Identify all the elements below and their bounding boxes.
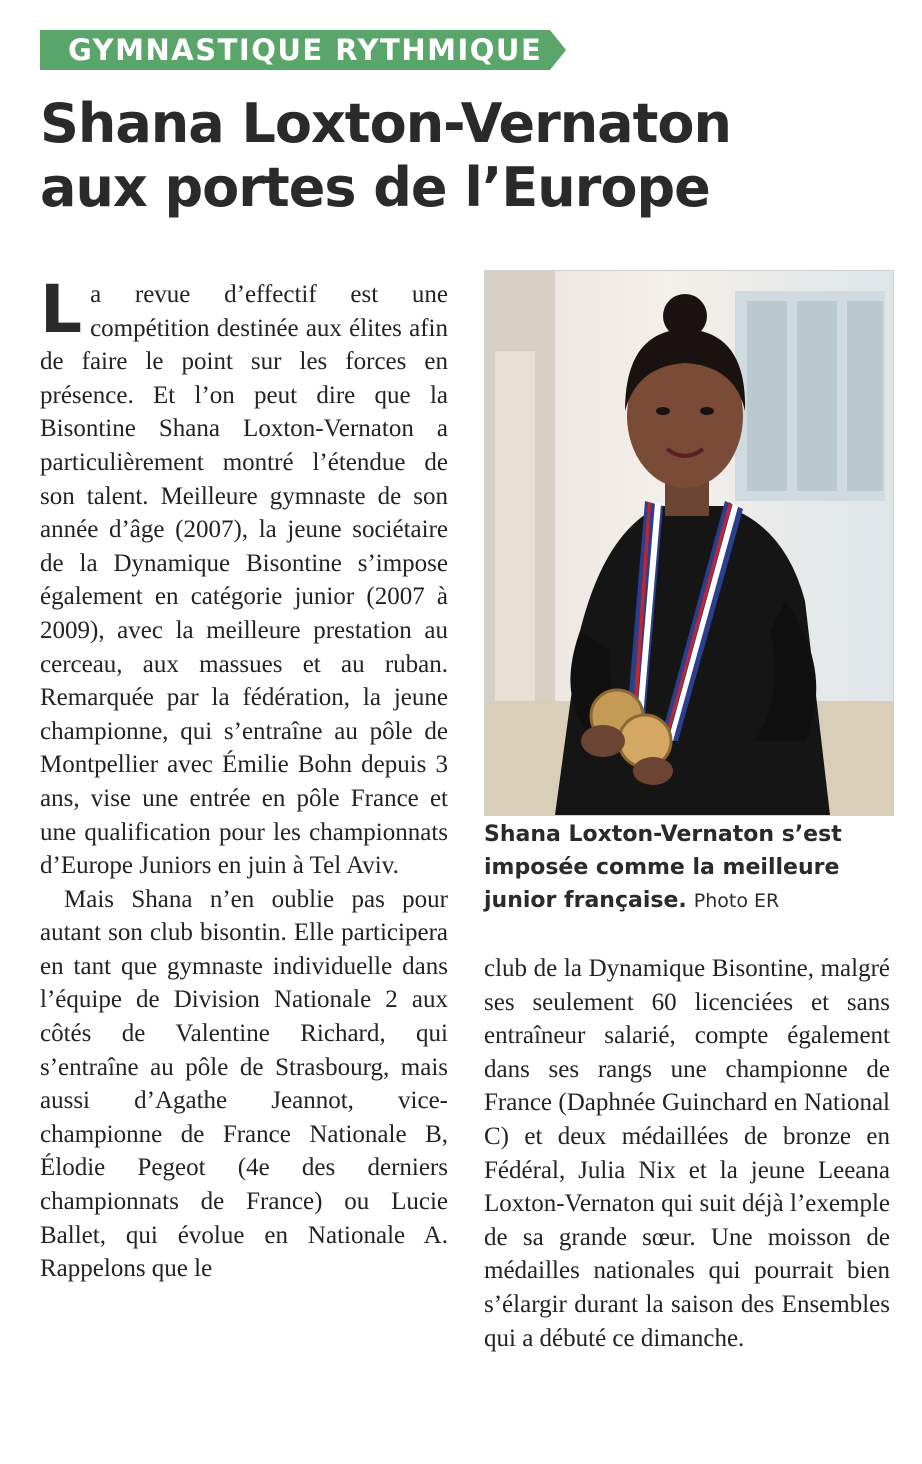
headline-line-1: Shana Loxton-Vernaton (40, 92, 731, 155)
paragraph-2: Mais Shana n’en oublie pas pour autant son club bisontin. Elle participera en tant que gymnaste individuelle dans l’équipe de Division Nationale 2 aux côtés de Valentine Richard, qui s’entraîne au pôle de Strasbourg, mais aussi d’Agathe Jeannot, vice-championne de France Nationale B, Élodie Pegeot (4e des derniers championnats de France) ou Lucie Ballet, qui évolue en Nationale A. Rappelons que le (40, 885, 448, 1283)
section-rubric: GYMNASTIQUE RYTHMIQUE (40, 30, 550, 70)
drop-cap: L (40, 271, 83, 348)
article-headline (40, 92, 860, 220)
paragraph-1 (40, 271, 448, 883)
article-column-left (40, 271, 448, 1286)
headline-line-2: aux portes de l’Europe (40, 156, 710, 219)
article-column-right (484, 952, 890, 1355)
paragraph-1-text: a revue d’effectif est une compétition destinée aux élites afin de faire le point sur les forces en présence. Et l’on peut dire que la Bisontine Shana Loxton-Vernaton a particulièrement montré l’étendue de son talent. Meilleure gymnaste de son année d’âge (2007), la jeune sociétaire de la Dynamique Bisontine s’impose également en catégorie junior (2007 à 2009), avec la meilleure prestation au cerceau, aux massues et au ruban. Remarquée par la fédération, la jeune championne, qui s’entraîne au pôle de Montpellier avec Émilie Bohn depuis 3 ans, vise une entrée en pôle France et une qualification pour les championnats d’Europe Juniors en juin à Tel Aviv. (40, 281, 448, 880)
photo-credit: Photo ER (693, 890, 780, 912)
caption-text: Shana Loxton-Vernaton s’est imposée comme la meilleure junior française. (484, 822, 842, 913)
photo-caption (484, 818, 894, 918)
article-photo (484, 270, 894, 816)
paragraph-3: club de la Dynamique Bisontine, malgré ses seulement 60 licenciées et sans entraîneur salarié, compte également dans ses rangs une championne de France (Daphnée Guinchard en National C) et deux médaillées de bronze en Fédéral, Julia Nix et la jeune Leeana Loxton-Vernaton qui suit déjà l’exemple de sa grande sœur. Une moisson de médailles nationales qui pourrait bien s’élargir durant la saison des Ensembles qui a débuté ce dimanche. (484, 955, 890, 1352)
